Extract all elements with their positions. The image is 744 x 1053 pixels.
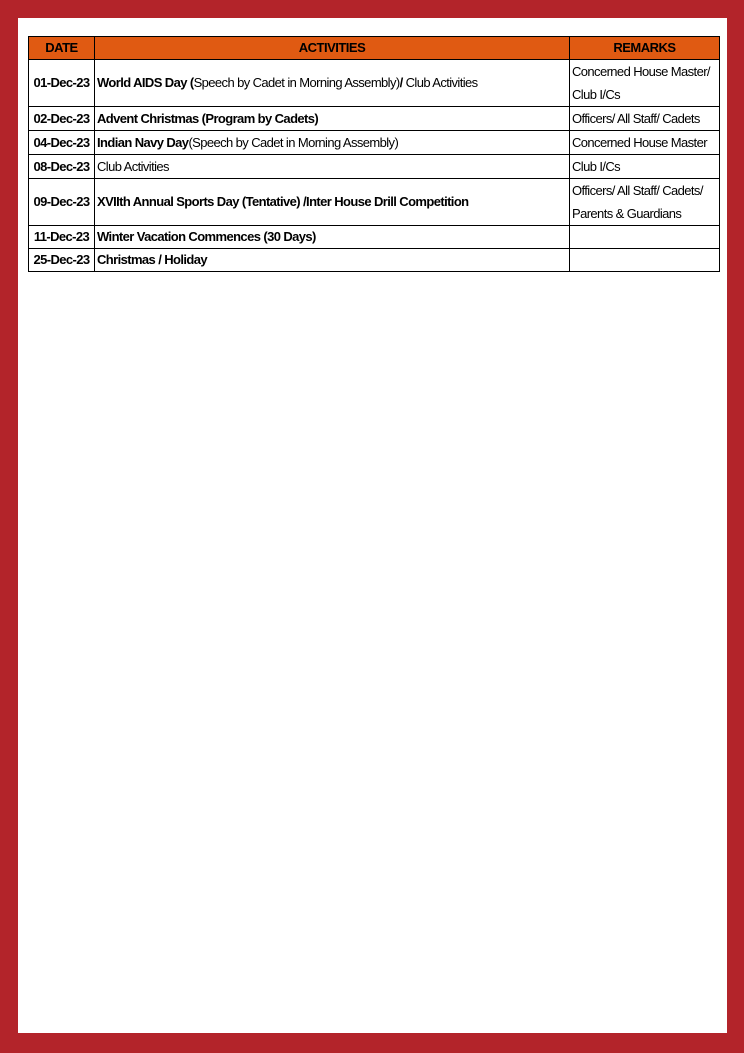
row-date: 09-Dec-23 [29,179,95,226]
activity-text: Christmas / Holiday [97,252,207,267]
row-date: 11-Dec-23 [29,226,95,249]
header-date: DATE [29,37,95,60]
row-activity [95,155,570,179]
activity-text: Advent Christmas (Program by Cadets) [97,110,319,126]
activity-text: Club Activities [97,158,169,174]
row-activity [95,131,570,155]
table-row [29,155,720,179]
row-remarks: Concerned House Master [570,131,720,155]
row-date: 02-Dec-23 [29,107,95,131]
row-remarks [570,249,720,272]
header-remarks: REMARKS [570,37,720,60]
activity-schedule-table [28,36,720,272]
table-row [29,226,720,249]
table-row [29,249,720,272]
table-row [29,60,720,107]
row-remarks: Concerned House Master/ Club I/Cs [570,60,720,107]
table-row [29,179,720,226]
activity-text: Winter Vacation Commences (30 Days) [97,229,316,244]
activity-text: (Speech by Cadet in Morning Assembly) [188,134,399,150]
activity-text: Club Activities [402,75,478,90]
row-remarks: Officers/ All Staff/ Cadets/ Parents & Guardians [570,179,720,226]
row-date: 08-Dec-23 [29,155,95,179]
activity-text: XVIIth Annual Sports Day (Tentative) /Inter House Drill Competition [97,194,469,209]
table-row [29,107,720,131]
row-remarks [570,226,720,249]
activity-text: Indian Navy Day [97,134,189,150]
row-activity [95,107,570,131]
activity-text: Speech by Cadet in Morning Assembly) [193,75,400,90]
table-row [29,131,720,155]
row-remarks: Club I/Cs [570,155,720,179]
row-remarks: Officers/ All Staff/ Cadets [570,107,720,131]
document-page [18,18,727,1033]
row-activity [95,60,570,107]
activity-text: / [399,75,403,90]
row-date: 25-Dec-23 [29,249,95,272]
header-activities: ACTIVITIES [95,37,570,60]
row-date: 04-Dec-23 [29,131,95,155]
table-header-row [29,37,720,60]
row-activity [95,179,570,226]
row-activity [95,249,570,272]
row-activity [95,226,570,249]
row-date: 01-Dec-23 [29,60,95,107]
activity-text: World AIDS Day ( [97,75,194,90]
